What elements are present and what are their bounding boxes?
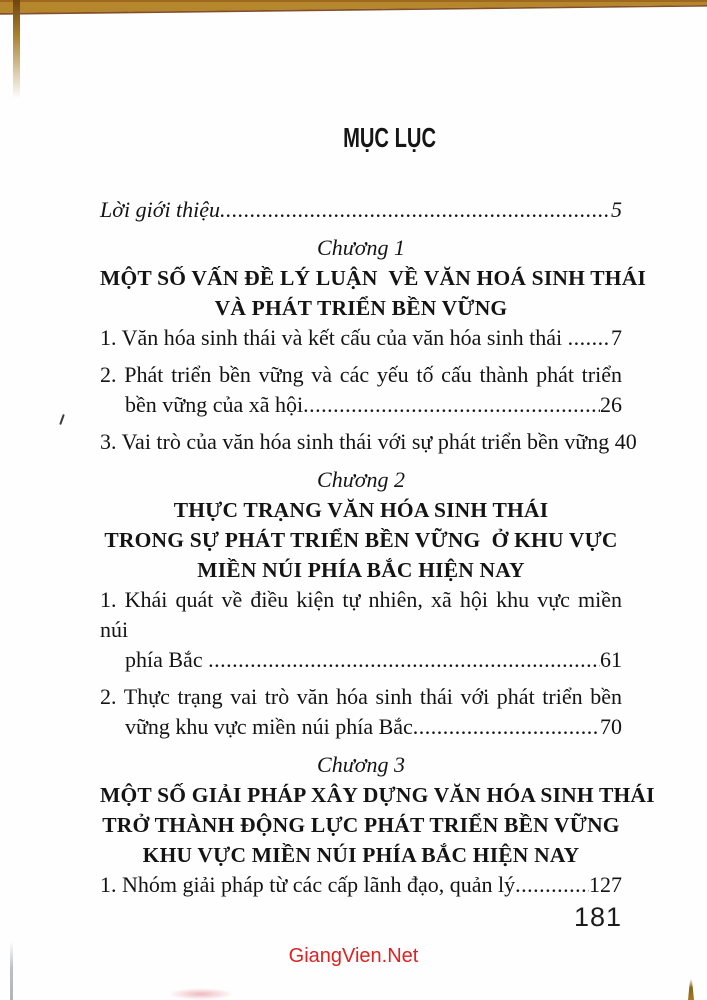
chapter-2-section [100, 465, 622, 742]
watermark: GiangVien.Net [288, 945, 419, 967]
toc-entry-line [125, 712, 622, 742]
dot-leader [515, 870, 589, 900]
toc-page-number: 61 [600, 647, 622, 672]
toc-entry-text: 3. Vai trò của văn hóa sinh thái với sự phát triển bền vững [100, 429, 615, 454]
chapter-3-section [100, 750, 655, 900]
toc-page-number: 5 [611, 197, 622, 222]
chapter-entries [100, 585, 622, 742]
toc-entry-line: 2. Phát triển bền vững và các yếu tố cấu thành phát triển [100, 362, 622, 387]
toc-page-number: 26 [600, 392, 622, 417]
toc-content [100, 0, 655, 900]
toc-entry-line: 2. Thực trạng vai trò văn hóa sinh thái với phát triển bền [100, 684, 622, 709]
toc-entry-text: 1. Nhóm giải pháp từ các cấp lãnh đạo, quản lý [100, 872, 516, 897]
chapter-title-line: TRỞ THÀNH ĐỘNG LỰC PHÁT TRIỂN BỀN VỮNG [102, 813, 620, 837]
chapter-title-line: MỘT SỐ GIẢI PHÁP XÂY DỰNG VĂN HÓA SINH THÁI [100, 783, 655, 807]
page-title [100, 122, 622, 153]
toc-entry-line [125, 390, 622, 420]
toc-entry-line [100, 427, 637, 457]
chapter-1-section [100, 233, 647, 457]
toc-entry-line [100, 323, 622, 353]
chapter-title-line: MIỀN NÚI PHÍA BẮC HIỆN NAY [197, 558, 525, 582]
scan-edge-left [13, 0, 20, 98]
toc-entry-text: bền vững của xã hội [125, 392, 304, 417]
dot-leader [568, 323, 611, 353]
scan-mark-slash [59, 414, 65, 425]
toc-page-number: 7 [611, 325, 622, 350]
toc-entry [100, 682, 622, 742]
chapter-title-line: VÀ PHÁT TRIỂN BỀN VỮNG [214, 296, 508, 320]
toc-entry-text: phía Bắc [125, 647, 209, 672]
chapter-entries [100, 870, 622, 900]
toc-entry [100, 870, 622, 900]
chapter-title-line: KHU VỰC MIỀN NÚI PHÍA BẮC HIỆN NAY [142, 843, 580, 867]
scan-mark-gold [688, 979, 694, 1000]
toc-page-number: 70 [600, 714, 622, 739]
page-title-text: MỤC LỤC [343, 122, 437, 153]
chapter-entries [100, 323, 637, 457]
chapter-label: Chương 2 [317, 467, 405, 492]
chapter-title-line: THỰC TRẠNG VĂN HÓA SINH THÁI [173, 498, 549, 522]
toc-entry-line [125, 645, 622, 675]
toc-entry-text: vững khu vực miền núi phía Bắc [125, 714, 413, 739]
chapter-label: Chương 3 [317, 752, 405, 777]
toc-page-number: 40 [614, 429, 637, 454]
toc-entry-line [100, 870, 622, 900]
scan-smudge-pink [168, 988, 234, 1000]
toc-entry-text: 1. Văn hóa sinh thái và kết cấu của văn hóa sinh thái [100, 325, 568, 350]
dot-leader [220, 195, 611, 225]
chapter-label: Chương 1 [317, 235, 405, 260]
chapter-title-line: TRONG SỰ PHÁT TRIỂN BỀN VỮNG Ở KHU VỰC [104, 528, 618, 552]
toc-entry [100, 585, 622, 675]
toc-entry [100, 323, 622, 353]
toc-entry [100, 427, 637, 457]
toc-entry [100, 360, 622, 420]
dot-leader [303, 390, 600, 420]
toc-page-number: 127 [589, 872, 622, 897]
chapter-title-line: MỘT SỐ VẤN ĐỀ LÝ LUẬN VỀ VĂN HOÁ SINH THÁI [100, 266, 647, 290]
folio-page-number: 181 [573, 902, 622, 932]
dot-leader [208, 645, 600, 675]
toc-entry-line: 1. Khái quát về điều kiện tự nhiên, xã hội khu vực miền núi [100, 587, 622, 642]
toc-entry-text: Lời giới thiệu [100, 197, 221, 222]
dot-leader [413, 712, 600, 742]
toc-entry-intro [100, 195, 622, 225]
